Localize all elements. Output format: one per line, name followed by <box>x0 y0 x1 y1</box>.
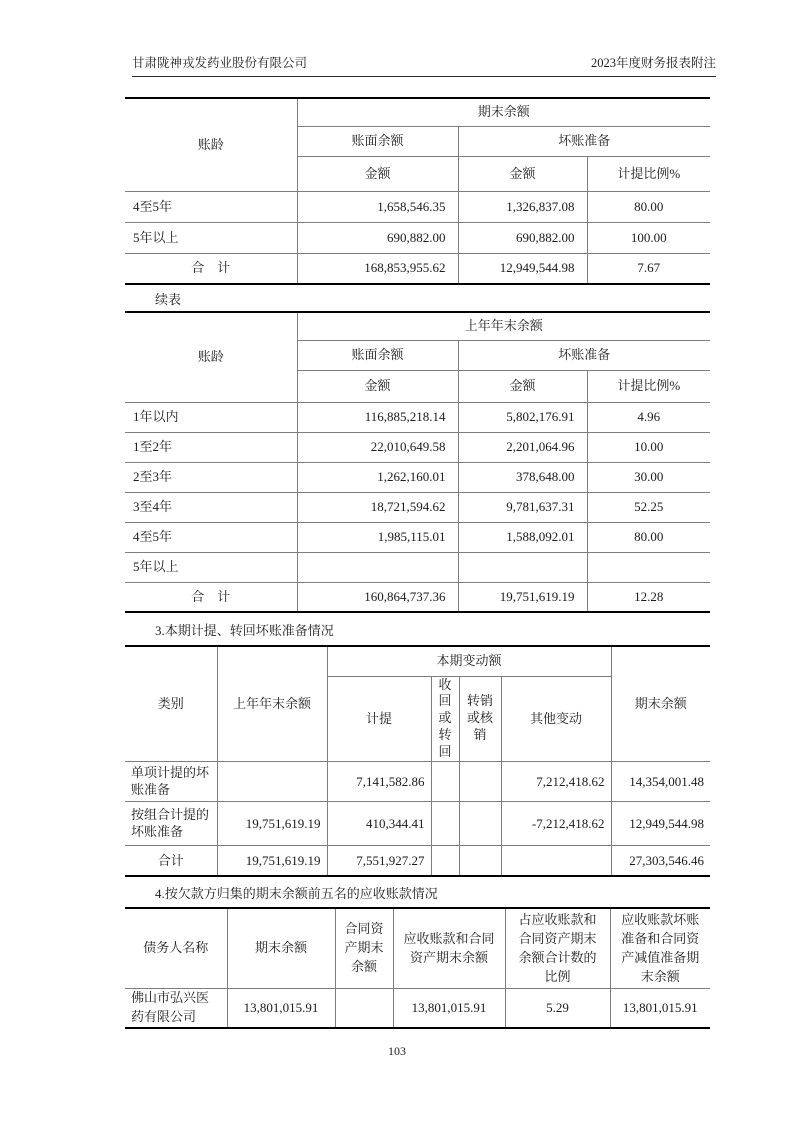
ending-balance-header: 期末余额 <box>611 646 710 761</box>
recovery-header: 收回或转回 <box>431 676 459 761</box>
debtor-name-header: 债务人名称 <box>125 908 227 988</box>
total-row <box>125 845 710 876</box>
book-amount-cell: 160,864,737.36 <box>297 582 458 612</box>
ending-balance-cell: 13,801,015.91 <box>227 988 335 1027</box>
book-amount-cell: 168,853,955.62 <box>297 253 458 284</box>
accrual-header: 计提 <box>327 676 431 761</box>
table-row <box>125 462 710 492</box>
ratio-header: 占应收账款和合同资产期末余额合计数的比例 <box>505 908 610 988</box>
recovery-cell <box>431 801 459 845</box>
ratio-cell: 30.00 <box>587 462 710 492</box>
accrual-cell: 7,551,927.27 <box>327 845 431 876</box>
header-company-name: 甘肃陇神戎发药业股份有限公司 <box>132 56 308 70</box>
recovery-cell <box>431 845 459 876</box>
age-label-cell: 5年以上 <box>125 552 297 582</box>
prior-year-balance-group-header: 上年年末余额 <box>297 312 710 340</box>
top-debtors-table <box>125 907 710 1028</box>
ending-balance-cell: 14,354,001.48 <box>611 761 710 801</box>
page-header <box>132 53 716 77</box>
table-row <box>125 222 710 253</box>
bad-debt-header: 坏账准备 <box>458 340 710 370</box>
ratio-cell: 80.00 <box>587 522 710 552</box>
bad-debt-amount-cell <box>458 552 587 582</box>
ratio-cell: 80.00 <box>587 191 710 222</box>
prior-balance-cell: 19,751,619.19 <box>217 801 327 845</box>
bad-debt-amount-cell: 378,648.00 <box>458 462 587 492</box>
combined-balance-header: 应收账款和合同资产期末余额 <box>393 908 505 988</box>
book-amount-cell <box>297 552 458 582</box>
book-amount-cell: 22,010,649.58 <box>297 432 458 462</box>
age-label-cell: 1年以内 <box>125 402 297 432</box>
provision-change-table <box>125 645 710 877</box>
combined-balance-cell: 13,801,015.91 <box>393 988 505 1027</box>
ratio-cell: 100.00 <box>587 222 710 253</box>
total-label-cell: 合 计 <box>125 253 297 284</box>
writeoff-header: 转销或核销 <box>459 676 501 761</box>
table-row <box>125 552 710 582</box>
bad-debt-amount-cell: 2,201,064.96 <box>458 432 587 462</box>
bad-debt-amount-cell: 1,326,837.08 <box>458 191 587 222</box>
ratio-cell: 5.29 <box>505 988 610 1027</box>
table-row <box>125 432 710 462</box>
continued-table-label: 续表 <box>155 291 182 307</box>
table-row <box>125 522 710 552</box>
book-amount-cell: 690,882.00 <box>297 222 458 253</box>
ending-balance-cell: 12,949,544.98 <box>611 801 710 845</box>
change-group-header: 本期变动额 <box>327 646 611 676</box>
category-header: 类别 <box>125 646 217 761</box>
ratio-cell: 7.67 <box>587 253 710 284</box>
ratio-cell: 12.28 <box>587 582 710 612</box>
bad-debt-amount-cell: 9,781,637.31 <box>458 492 587 522</box>
page-number: 103 <box>388 1044 406 1058</box>
bad-debt-header: 坏账准备 <box>458 126 710 156</box>
book-amount-cell: 116,885,218.14 <box>297 402 458 432</box>
ending-balance-group-header: 期末余额 <box>297 98 710 126</box>
provision-cell: 13,801,015.91 <box>610 988 710 1027</box>
ratio-cell: 4.96 <box>587 402 710 432</box>
page-content <box>125 97 710 1029</box>
ratio-cell <box>587 552 710 582</box>
contract-asset-cell <box>335 988 393 1027</box>
book-amount-cell: 1,262,160.01 <box>297 462 458 492</box>
book-balance-header: 账面余额 <box>297 340 458 370</box>
total-row <box>125 253 710 284</box>
prior-balance-cell <box>217 761 327 801</box>
amount-header: 金额 <box>297 370 458 402</box>
age-label-cell: 4至5年 <box>125 191 297 222</box>
provision-header: 应收账款坏账准备和合同资产减值准备期末余额 <box>610 908 710 988</box>
ending-balance-header: 期末余额 <box>227 908 335 988</box>
aging-table-current-period <box>125 97 710 285</box>
table-row <box>125 761 710 801</box>
debtor-name-cell: 佛山市弘兴医药有限公司 <box>125 988 227 1027</box>
other-change-cell <box>501 845 611 876</box>
prior-balance-header: 上年年末余额 <box>217 646 327 761</box>
writeoff-cell <box>459 761 501 801</box>
ratio-header: 计提比例% <box>587 370 710 402</box>
bad-debt-amount-cell: 19,751,619.19 <box>458 582 587 612</box>
table-row <box>125 191 710 222</box>
other-change-cell: 7,212,418.62 <box>501 761 611 801</box>
table-row <box>125 988 710 1027</box>
age-column-header: 账龄 <box>125 312 297 402</box>
bad-debt-amount-cell: 1,588,092.01 <box>458 522 587 552</box>
writeoff-cell <box>459 845 501 876</box>
age-label-cell: 4至5年 <box>125 522 297 552</box>
bad-debt-amount-cell: 690,882.00 <box>458 222 587 253</box>
age-label-cell: 5年以上 <box>125 222 297 253</box>
bad-debt-amount-cell: 12,949,544.98 <box>458 253 587 284</box>
recovery-cell <box>431 761 459 801</box>
book-balance-header: 账面余额 <box>297 126 458 156</box>
age-label-cell: 2至3年 <box>125 462 297 492</box>
prior-balance-cell: 19,751,619.19 <box>217 845 327 876</box>
amount-header: 金额 <box>458 370 587 402</box>
book-amount-cell: 1,658,546.35 <box>297 191 458 222</box>
table-row <box>125 402 710 432</box>
age-column-header: 账龄 <box>125 98 297 191</box>
aging-table-prior-year <box>125 311 710 613</box>
other-change-header: 其他变动 <box>501 676 611 761</box>
ratio-cell: 10.00 <box>587 432 710 462</box>
ratio-header: 计提比例% <box>587 156 710 191</box>
category-cell: 按组合计提的坏账准备 <box>125 801 217 845</box>
writeoff-cell <box>459 801 501 845</box>
bad-debt-amount-cell: 5,802,176.91 <box>458 402 587 432</box>
book-amount-cell: 18,721,594.62 <box>297 492 458 522</box>
table-row <box>125 801 710 845</box>
total-label-cell: 合 计 <box>125 582 297 612</box>
table-row <box>125 492 710 522</box>
contract-asset-header: 合同资产期末余额 <box>335 908 393 988</box>
ratio-cell: 52.25 <box>587 492 710 522</box>
total-label-cell: 合计 <box>125 845 217 876</box>
section-3-title: 3.本期计提、转回坏账准备情况 <box>155 622 334 638</box>
amount-header: 金额 <box>297 156 458 191</box>
total-row <box>125 582 710 612</box>
section-4-title: 4.按欠款方归集的期末余额前五名的应收账款情况 <box>155 885 438 901</box>
accrual-cell: 410,344.41 <box>327 801 431 845</box>
age-label-cell: 3至4年 <box>125 492 297 522</box>
category-cell: 单项计提的坏账准备 <box>125 761 217 801</box>
accrual-cell: 7,141,582.86 <box>327 761 431 801</box>
age-label-cell: 1至2年 <box>125 432 297 462</box>
amount-header: 金额 <box>458 156 587 191</box>
book-amount-cell: 1,985,115.01 <box>297 522 458 552</box>
other-change-cell: -7,212,418.62 <box>501 801 611 845</box>
header-doc-title: 2023年度财务报表附注 <box>590 56 716 70</box>
ending-balance-cell: 27,303,546.46 <box>611 845 710 876</box>
